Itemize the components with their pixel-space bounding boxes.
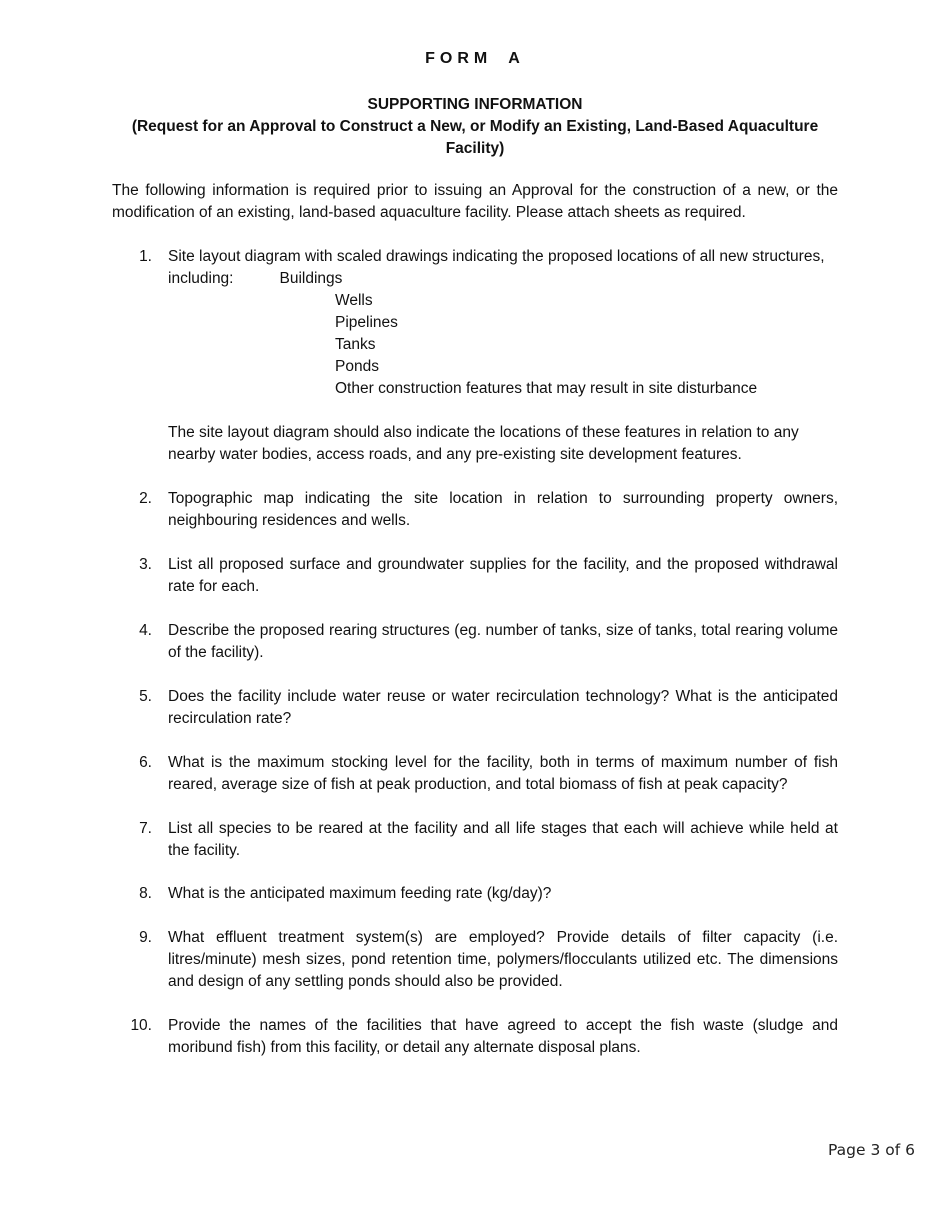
list-item-9 — [112, 927, 838, 993]
section-heading — [120, 94, 830, 160]
form-title-letter: A — [508, 50, 525, 67]
list-item-text: Does the facility include water reuse or water recirculation technology? What is the anticipated recirculation rate? — [168, 688, 838, 727]
site-layout-note: The site layout diagram should also indicate the locations of these features in relation to any nearby water bodies, access roads, and any pre-existing site development features. — [168, 424, 799, 463]
list-item-number: 10. — [130, 1017, 152, 1034]
feature-item: Ponds — [335, 358, 379, 375]
list-item-number: 1. — [139, 248, 152, 265]
list-item-text: List all species to be reared at the facility and all life stages that each will achieve while held at the facility. — [168, 820, 838, 859]
feature-list — [335, 290, 757, 400]
list-item-number: 8. — [139, 885, 152, 902]
list-item-3 — [112, 554, 838, 598]
item1-line-a: Site layout diagram with scaled drawings indicating the proposed locations of all new structures, — [168, 248, 825, 265]
list-item-number: 6. — [139, 754, 152, 771]
list-item-text: Provide the names of the facilities that have agreed to accept the fish waste (sludge and moribund fish) from this facility, or detail any alternate disposal plans. — [168, 1017, 838, 1056]
list-item-text — [168, 246, 838, 290]
list-item-1 — [112, 246, 838, 290]
feature-item: Tanks — [335, 336, 376, 353]
list-item-7 — [112, 818, 838, 862]
list-item-text: Topographic map indicating the site location in relation to surrounding property owners, neighbouring residences and wells. — [168, 490, 838, 529]
feature-item: Pipelines — [335, 314, 398, 331]
heading-line-1: SUPPORTING INFORMATION — [367, 96, 583, 113]
intro-paragraph: The following information is required prior to issuing an Approval for the construction of a new, or the modification of an existing, land-based aquaculture facility. Please attach sheets as required. — [112, 182, 838, 221]
list-item-text: What is the anticipated maximum feeding rate (kg/day)? — [168, 885, 552, 902]
form-title-label: FORM — [425, 50, 493, 67]
list-item-2 — [112, 488, 838, 532]
page-number: Page 3 of 6 — [828, 1141, 915, 1159]
list-item-number: 4. — [139, 622, 152, 639]
list-item-4 — [112, 620, 838, 664]
item1-including-label: including: — [168, 270, 234, 287]
item1-line-b — [168, 268, 838, 290]
list-item-5 — [112, 686, 838, 730]
form-title — [0, 50, 950, 68]
list-item-number: 7. — [139, 820, 152, 837]
list-item-number: 5. — [139, 688, 152, 705]
list-item-number: 2. — [139, 490, 152, 507]
feature-item: Other construction features that may result in site disturbance — [335, 380, 758, 397]
list-item-text: What is the maximum stocking level for the facility, both in terms of maximum number of fish reared, average size of fish at peak production, and total biomass of fish at peak capacity? — [168, 754, 838, 793]
list-item-number: 3. — [139, 556, 152, 573]
feature-buildings: Buildings — [279, 270, 343, 287]
list-item-number: 9. — [139, 929, 152, 946]
list-item-6 — [112, 752, 838, 796]
list-item-8 — [112, 883, 838, 905]
list-item-10 — [112, 1015, 838, 1059]
list-item-text: What effluent treatment system(s) are employed? Provide details of filter capacity (i.e. litres/minute) mesh sizes, pond retention time, polymers/flocculants utilized etc. The dimensions and design of any settling ponds should also be provided. — [168, 929, 838, 990]
feature-item: Wells — [335, 292, 373, 309]
heading-line-2: (Request for an Approval to Construct a New, or Modify an Existing, Land-Based Aquaculture Facility) — [131, 118, 819, 157]
list-item-text: List all proposed surface and groundwater supplies for the facility, and the proposed withdrawal rate for each. — [168, 556, 838, 595]
list-item-text: Describe the proposed rearing structures (eg. number of tanks, size of tanks, total rearing volume of the facility). — [168, 622, 838, 661]
